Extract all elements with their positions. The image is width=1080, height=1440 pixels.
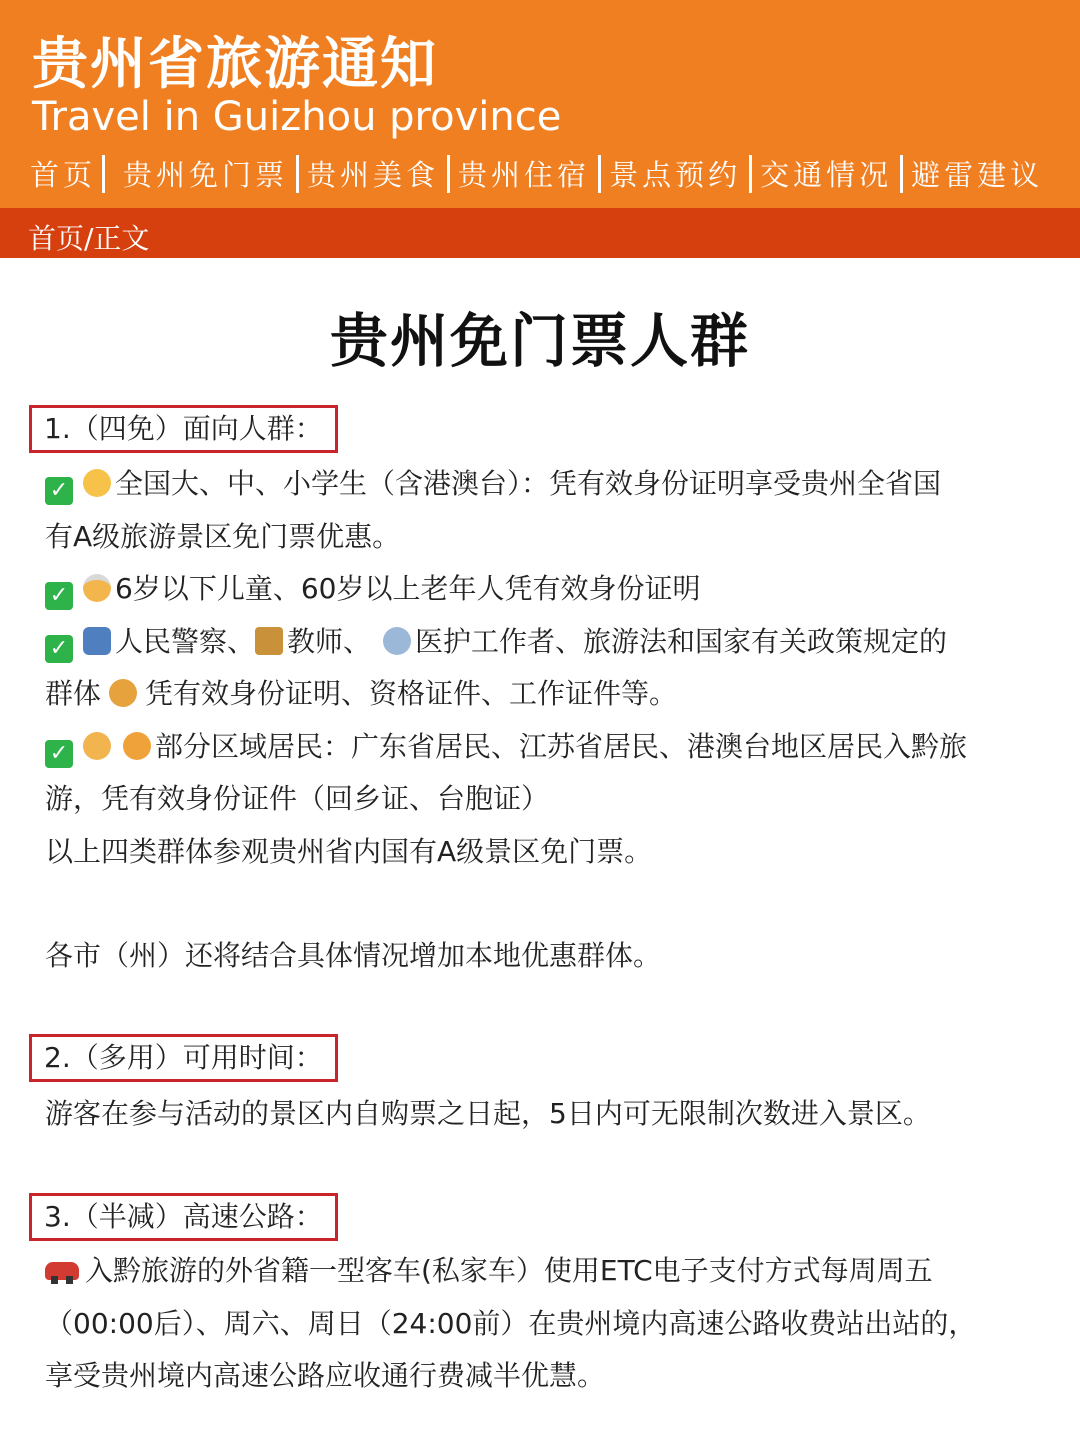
car-icon — [45, 1262, 79, 1280]
list-item — [45, 571, 700, 610]
list-item — [45, 466, 941, 505]
item-text: 全国大、中、小学生（含港澳台）：凭有效身份证明享受贵州全省国 — [115, 467, 942, 500]
nav-item-food[interactable]: 贵州美食 — [307, 158, 440, 192]
item-text-continued: 有A级旅游景区免门票优惠。 — [45, 520, 401, 553]
section-1-heading: 1.（四免）面向人群： — [29, 405, 338, 453]
item-text: 教师、 — [287, 625, 372, 658]
site-subtitle: Travel in Guizhou province — [32, 94, 562, 140]
nav-separator — [598, 155, 601, 193]
item-text-continued: 游，凭有效身份证件（回乡证、台胞证） — [45, 782, 550, 815]
nav-separator — [749, 155, 752, 193]
section-3-line: 享受贵州境内高速公路应收通行费减半优慧。 — [45, 1359, 606, 1392]
item-text-continued — [45, 676, 677, 712]
doctor-icon — [383, 627, 411, 655]
site-title: 贵州省旅游通知 — [32, 32, 438, 97]
nav-item-free-tickets[interactable]: 贵州免门票 — [123, 158, 289, 192]
worker-icon — [109, 679, 137, 707]
nav-item-traffic[interactable]: 交通情况 — [760, 158, 893, 192]
item-text: 人民警察、 — [115, 625, 256, 658]
breadcrumb[interactable]: 首页/正文 — [28, 222, 150, 255]
item-text: 6岁以下儿童、60岁以上老年人凭有效身份证明 — [115, 572, 701, 605]
list-item — [45, 624, 947, 663]
student-icon — [83, 469, 111, 497]
nav-separator — [296, 155, 299, 193]
site-header — [0, 0, 1080, 208]
breadcrumb-bar — [0, 208, 1080, 258]
section-3-line: （00:00后）、周六、周日（24:00前）在贵州境内高速公路收费站出站的， — [45, 1307, 977, 1340]
elder-icon — [83, 574, 111, 602]
item-text: 凭有效身份证明、资格证件、工作证件等。 — [145, 677, 678, 710]
check-icon: ✓ — [45, 582, 73, 610]
teacher-icon — [255, 627, 283, 655]
page-title: 贵州免门票人群 — [329, 307, 750, 375]
man-icon — [83, 732, 111, 760]
list-item — [45, 729, 967, 768]
section-2-text: 游客在参与活动的景区内自购票之日起，5日内可无限制次数进入景区。 — [45, 1097, 931, 1130]
note-text: 各市（州）还将结合具体情况增加本地优惠群体。 — [45, 939, 662, 972]
section-3-heading: 3.（半减）高速公路： — [29, 1193, 338, 1241]
check-icon: ✓ — [45, 477, 73, 505]
nav-separator — [900, 155, 903, 193]
section-3-line — [45, 1253, 933, 1289]
nav-item-tips[interactable]: 避雷建议 — [911, 158, 1044, 192]
nav-item-lodging[interactable]: 贵州住宿 — [458, 158, 591, 192]
nav-item-booking[interactable]: 景点预约 — [609, 158, 742, 192]
item-text: 部分区域居民：广东省居民、江苏省居民、港澳台地区居民入黔旅 — [155, 730, 968, 763]
section-2-heading: 2.（多用）可用时间： — [29, 1034, 338, 1082]
woman-icon — [123, 732, 151, 760]
item-text: 医护工作者、旅游法和国家有关政策规定的 — [415, 625, 948, 658]
nav-separator — [102, 155, 105, 193]
nav-separator — [447, 155, 450, 193]
police-icon — [83, 627, 111, 655]
check-icon: ✓ — [45, 740, 73, 768]
summary-text: 以上四类群体参观贵州省内国有A级景区免门票。 — [45, 835, 653, 868]
item-text: 群体 — [45, 677, 102, 710]
nav-item-home[interactable]: 首页 — [30, 158, 97, 192]
item-text: 入黔旅游的外省籍一型客车(私家车）使用ETC电子支付方式每周周五 — [85, 1254, 933, 1287]
main-nav — [30, 153, 1070, 194]
check-icon: ✓ — [45, 635, 73, 663]
